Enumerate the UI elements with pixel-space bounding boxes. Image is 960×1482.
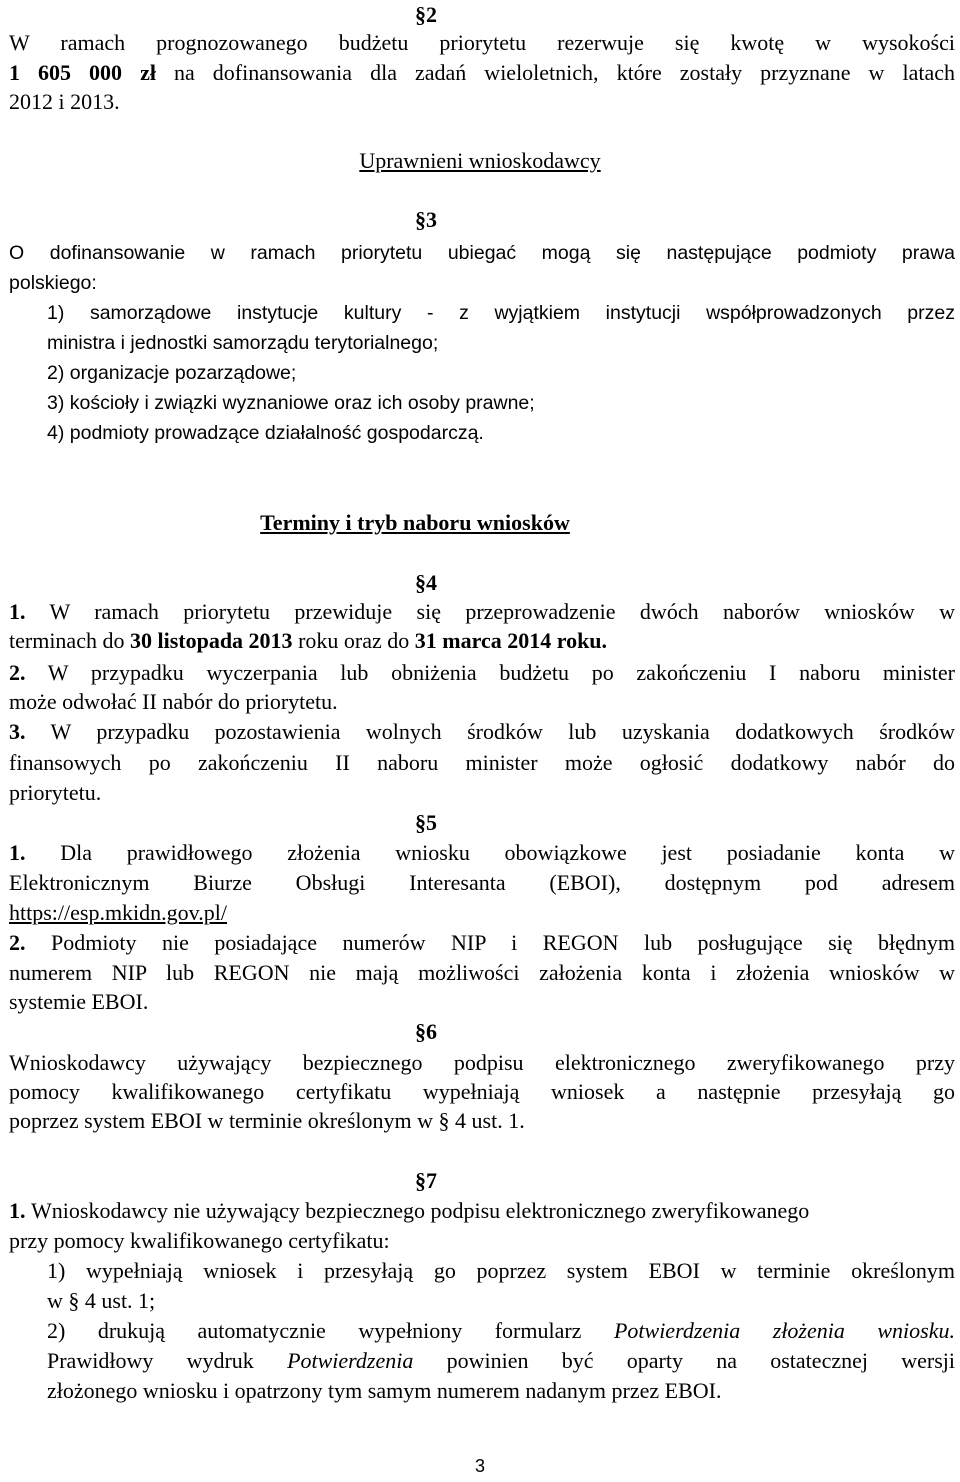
s6-line-3: poprzez system EBOI w terminie określonym w § 4 ust. 1. xyxy=(9,1108,525,1133)
s2-line-2-rest: na dofinansowania dla zadań wieloletnich, które zostały przyznane w latach xyxy=(155,60,955,85)
s4-date-2: 31 marca 2014 roku. xyxy=(414,628,608,653)
s4-p1-text-a: terminach do xyxy=(9,628,130,653)
eboi-link[interactable]: https://esp.mkidn.gov.pl/ xyxy=(9,900,227,925)
s4-p2-line-2: może odwołać II nabór do priorytetu. xyxy=(9,689,338,714)
s7-p1-number: 1. xyxy=(9,1198,26,1223)
s4-p1-text: W ramach priorytetu przewiduje się przeprowadzenie dwóch naborów wniosków w xyxy=(25,599,955,624)
s4-p3-number: 3. xyxy=(9,719,26,744)
s3-item-2: 2) organizacje pozarządowe; xyxy=(47,362,297,384)
section-mark-5: §5 xyxy=(415,810,437,835)
s7-item-2-text-a: 2) drukują automatycznie wypełniony formularz xyxy=(47,1318,614,1343)
s7-item-2-line-1 xyxy=(47,1318,955,1344)
s5-p1-line-3 xyxy=(9,900,955,926)
s7-item-2-line-3: złożonego wniosku i opatrzony tym samym numerem nadanym przez EBOI. xyxy=(47,1378,722,1403)
s4-date-1: 30 listopada 2013 xyxy=(129,628,293,653)
s4-p2-number: 2. xyxy=(9,660,26,685)
s4-p1-line-2 xyxy=(9,628,955,654)
heading-applicants: Uprawnieni wnioskodawcy xyxy=(359,148,601,173)
s5-p1-line-1 xyxy=(9,840,955,866)
s5-p2-line-3: systemie EBOI. xyxy=(9,989,149,1014)
section-mark-6: §6 xyxy=(415,1019,437,1044)
s3-intro-line-2: polskiego: xyxy=(9,272,97,294)
section-mark-7: §7 xyxy=(415,1168,437,1193)
s2-line-2 xyxy=(9,60,955,86)
s2-line-3: 2012 i 2013. xyxy=(9,89,120,114)
s5-p2-text: Podmioty nie posiadające numerów NIP i REGON lub posługujące się błędnym xyxy=(25,930,955,955)
s7-item-2-text-c: powinien być oparty na ostatecznej wersji xyxy=(413,1348,955,1373)
s7-confirmation-term: Potwierdzenia xyxy=(287,1348,414,1373)
s4-p2-line-1 xyxy=(9,660,955,686)
s5-p1-number: 1. xyxy=(9,840,26,865)
s4-p3-line-3: priorytetu. xyxy=(9,780,102,805)
s7-p1-line-1 xyxy=(9,1198,955,1224)
section-mark-4: §4 xyxy=(415,570,437,595)
s3-item-1-line-1: 1) samorządowe instytucje kultury - z wyjątkiem instytucji współprowadzonych przez xyxy=(47,302,955,324)
s7-item-2-text-b: Prawidłowy wydruk xyxy=(47,1348,288,1373)
s5-p1-line-2: Elektronicznym Biurze Obsługi Interesanta (EBOI), dostępnym pod adresem xyxy=(9,870,955,895)
s7-item-2-line-2 xyxy=(47,1348,955,1374)
s2-line-1: W ramach prognozowanego budżetu priorytetu rezerwuje się kwotę w wysokości xyxy=(9,30,955,55)
s6-line-1: Wnioskodawcy używający bezpiecznego podpisu elektronicznego zweryfikowanego przy xyxy=(9,1050,955,1075)
s7-p1-text: Wnioskodawcy nie używający bezpiecznego podpisu elektronicznego zweryfikowanego xyxy=(31,1198,810,1223)
s7-p1-line-2: przy pomocy kwalifikowanego certyfikatu: xyxy=(9,1228,390,1253)
s3-item-4: 4) podmioty prowadzące działalność gospodarczą. xyxy=(47,422,484,444)
s7-form-name: Potwierdzenia złożenia wniosku. xyxy=(613,1318,955,1343)
s6-line-2: pomocy kwalifikowanego certyfikatu wypełniają wniosek a następnie przesyłają go xyxy=(9,1079,955,1104)
s4-p1-number: 1. xyxy=(9,599,26,624)
section-mark-2: §2 xyxy=(415,2,437,27)
s3-item-1-line-2: ministra i jednostki samorządu terytorialnego; xyxy=(47,332,439,354)
page-number: 3 xyxy=(474,1456,485,1476)
s3-intro-line-1: O dofinansowanie w ramach priorytetu ubiegać mogą się następujące podmioty prawa xyxy=(9,242,955,264)
s4-p3-line-2: finansowych po zakończeniu II naboru minister może ogłosić dodatkowy nabór do xyxy=(9,750,955,775)
s7-item-1-line-2: w § 4 ust. 1; xyxy=(47,1288,156,1313)
s7-item-1-line-1: 1) wypełniają wniosek i przesyłają go poprzez system EBOI w terminie określonym xyxy=(47,1258,955,1283)
s4-p1-text-c: roku oraz do xyxy=(292,628,415,653)
section-mark-3: §3 xyxy=(415,207,437,232)
s5-p2-line-2: numerem NIP lub REGON nie mają możliwości założenia konta i złożenia wniosków w xyxy=(9,960,955,985)
s4-p3-line-1 xyxy=(9,719,955,745)
s5-p2-number: 2. xyxy=(9,930,26,955)
s5-p1-text: Dla prawidłowego złożenia wniosku obowiązkowe jest posiadanie konta w xyxy=(25,840,955,865)
heading-terms: Terminy i tryb naboru wniosków xyxy=(260,510,570,535)
s5-p2-line-1 xyxy=(9,930,955,956)
s4-p3-text: W przypadku pozostawienia wolnych środków lub uzyskania dodatkowych środków xyxy=(25,719,955,744)
s4-p2-text: W przypadku wyczerpania lub obniżenia budżetu po zakończeniu I naboru minister xyxy=(25,660,955,685)
s4-p1-line-1 xyxy=(9,599,955,625)
s3-item-3: 3) kościoły i związki wyznaniowe oraz ich osoby prawne; xyxy=(47,392,535,414)
s2-amount: 1 605 000 zł xyxy=(9,60,156,85)
